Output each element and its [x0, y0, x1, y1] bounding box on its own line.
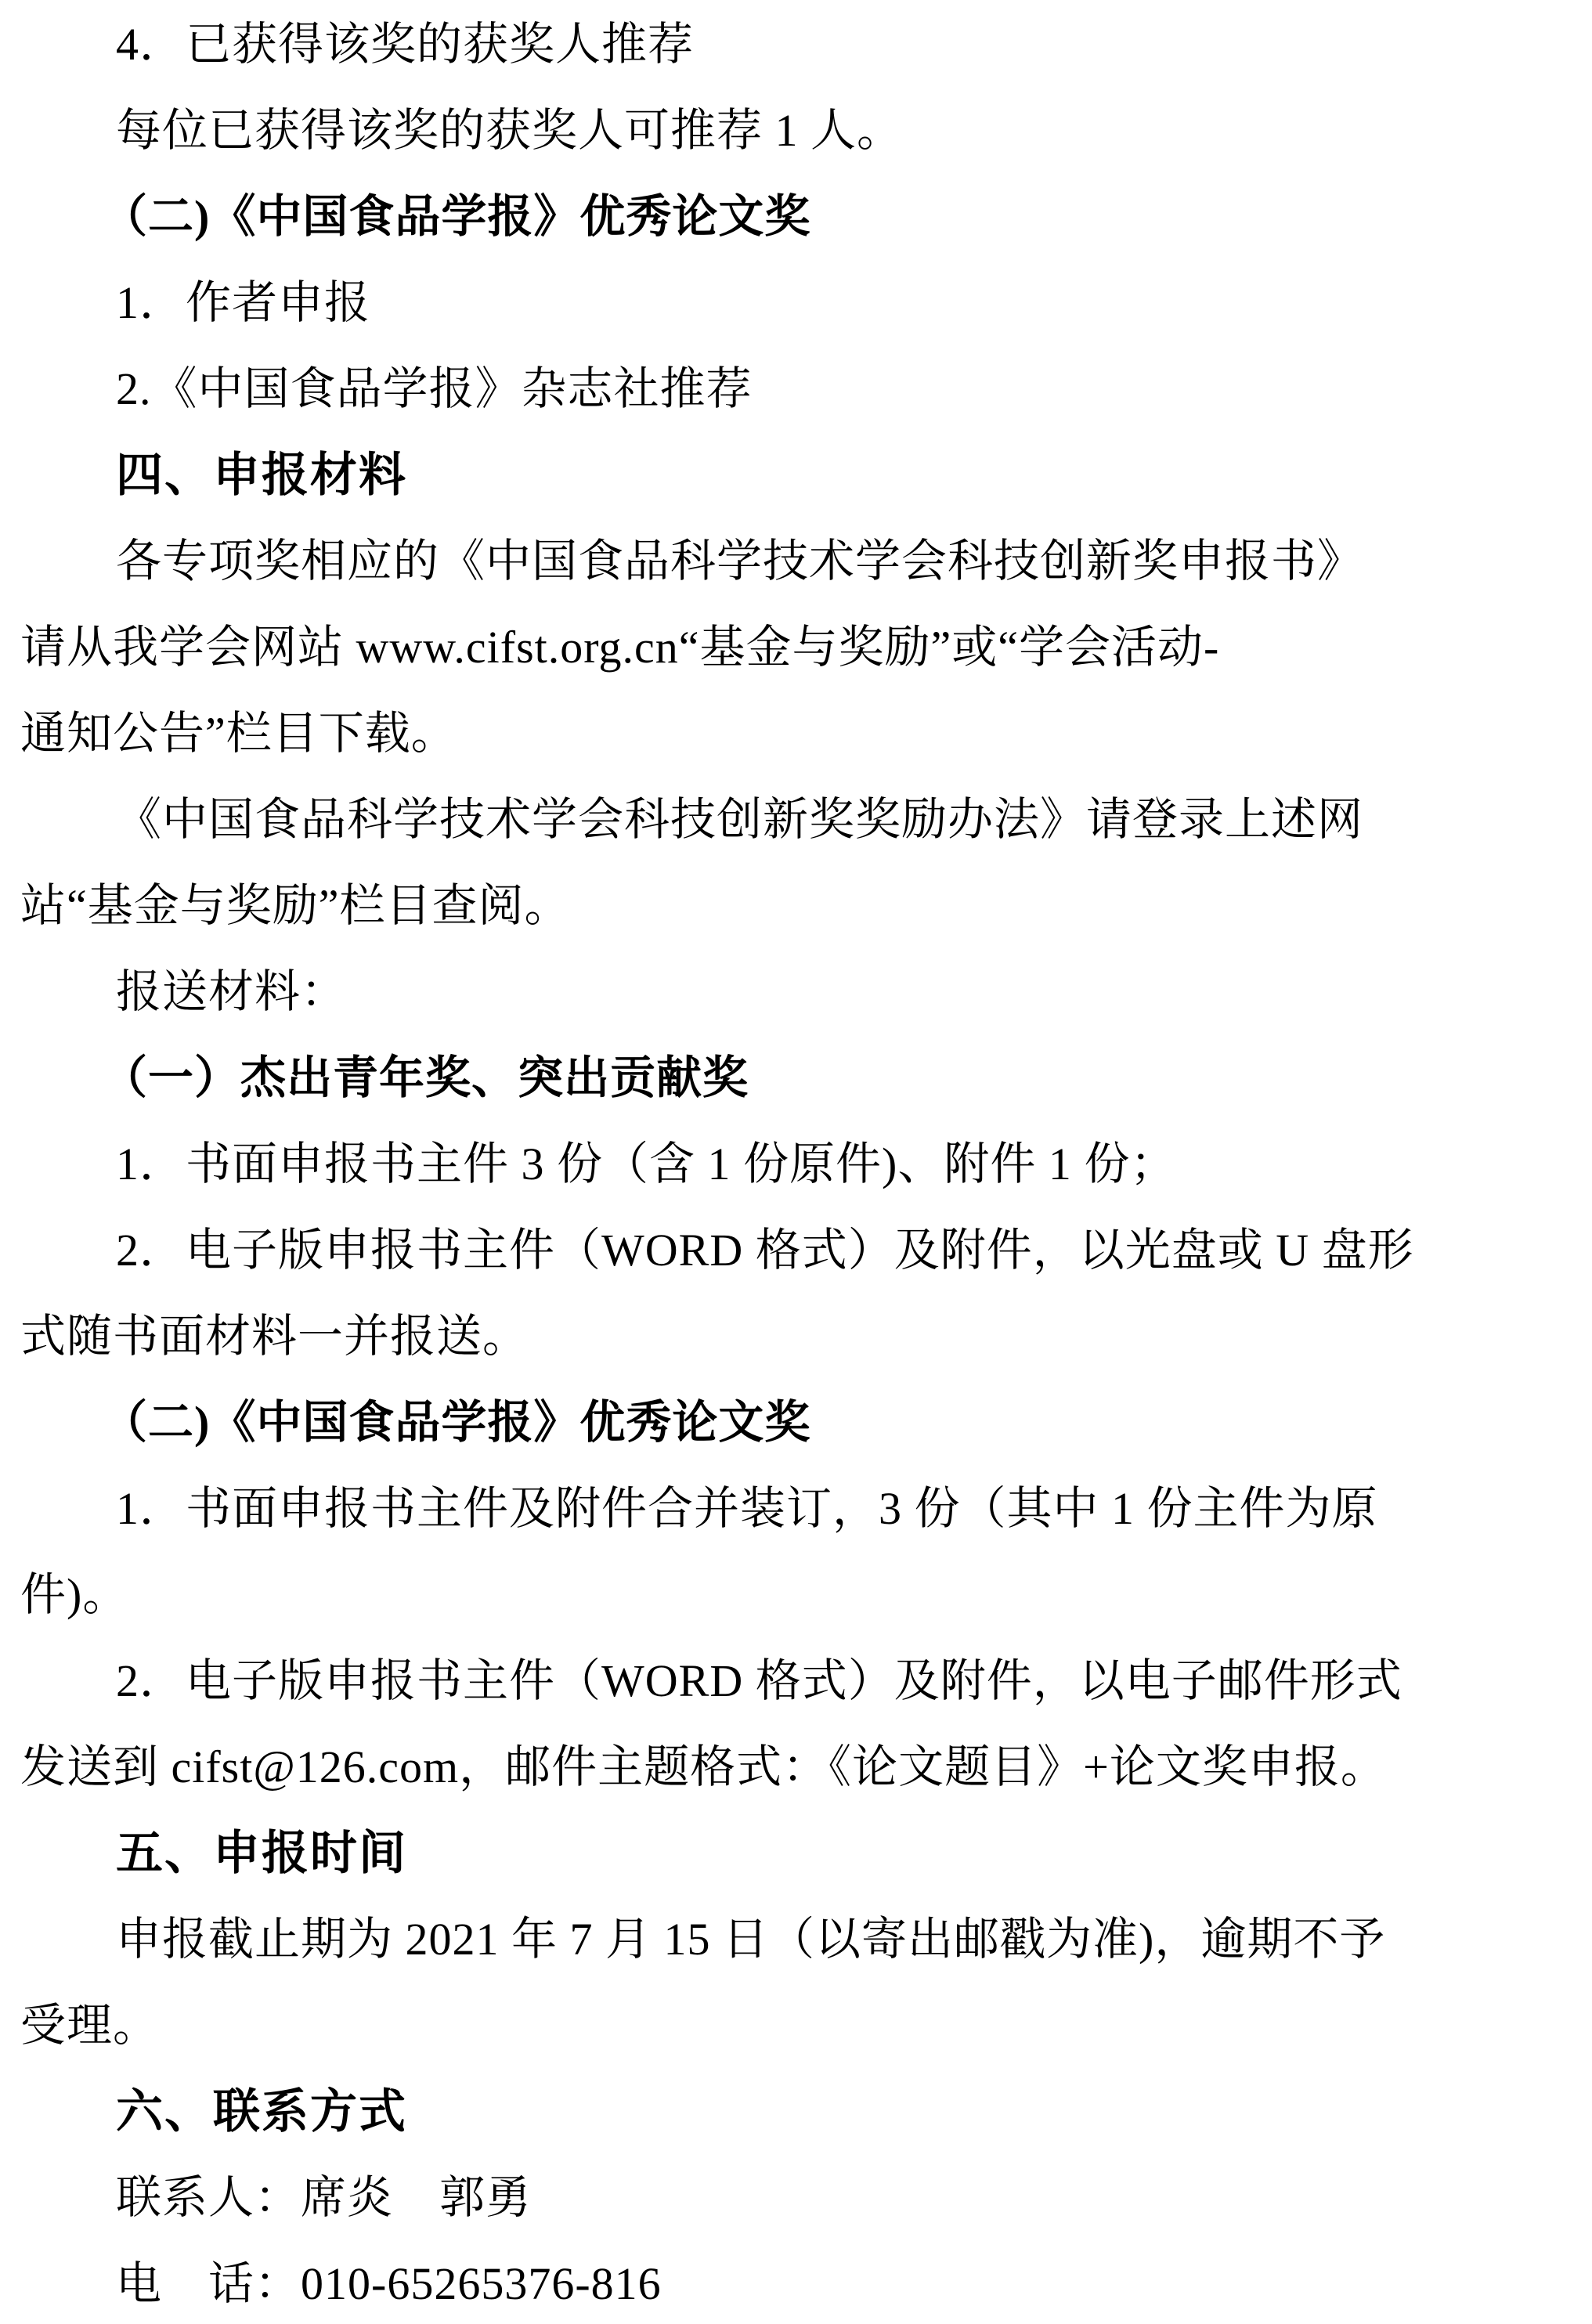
- document-line: 报送材料：: [116, 966, 348, 1017]
- document-line: 2.《中国食品学报》杂志社推荐: [116, 363, 753, 414]
- document-line: 4．已获得该奖的获奖人推荐: [116, 19, 695, 70]
- section-heading: 五、申报时间: [116, 1827, 407, 1879]
- document-line: 式随书面材料一并报送。: [20, 1311, 529, 1362]
- document-line: 申报截止期为 2021 年 7 月 15 日（以寄出邮戳为准)，逾期不予: [116, 1914, 1386, 1965]
- contact-person-line: 联系人：席炎 郭勇: [116, 2172, 532, 2223]
- section-heading: 六、联系方式: [116, 2085, 407, 2138]
- document-line: 件)。: [20, 1569, 129, 1620]
- document-line: 受理。: [20, 2000, 160, 2051]
- contact-phone-line: 电 话：010-65265376-816: [116, 2258, 662, 2309]
- document-line: 发送到 cifst@126.com，邮件主题格式：《论文题目》+论文奖申报。: [20, 1741, 1387, 1792]
- subsection-heading: （二)《中国食品学报》优秀论文奖: [102, 191, 811, 242]
- subsection-heading: （二)《中国食品学报》优秀论文奖: [102, 1397, 811, 1448]
- document-line: 2．电子版申报书主件（WORD 格式）及附件，以电子邮件形式: [116, 1655, 1402, 1706]
- document-line: 通知公告”栏目下载。: [20, 708, 457, 759]
- document-line: 请从我学会网站 www.cifst.org.cn“基金与奖励”或“学会活动-: [20, 622, 1220, 673]
- document-body: [0, 2, 1592, 2324]
- document-line: 2．电子版申报书主件（WORD 格式）及附件，以光盘或 U 盘形: [116, 1225, 1414, 1276]
- document-line: 1．书面申报书主件及附件合并装订，3 份（其中 1 份主件为原: [116, 1483, 1378, 1534]
- document-line: 每位已获得该奖的获奖人可推荐 1 人。: [116, 105, 904, 156]
- document-line: 各专项奖相应的《中国食品科学技术学会科技创新奖申报书》: [116, 536, 1364, 586]
- document-line: 站“基金与奖励”栏目查阅。: [20, 880, 571, 931]
- section-heading: 四、申报材料: [116, 449, 407, 501]
- document-line: 《中国食品科学技术学会科技创新奖奖励办法》请登录上述网: [116, 794, 1364, 845]
- document-line: 1．书面申报书主件 3 份（含 1 份原件)、附件 1 份；: [116, 1139, 1177, 1189]
- subsection-heading: （一）杰出青年奖、突出贡献奖: [102, 1052, 749, 1103]
- document-line: 1．作者申报: [116, 277, 371, 328]
